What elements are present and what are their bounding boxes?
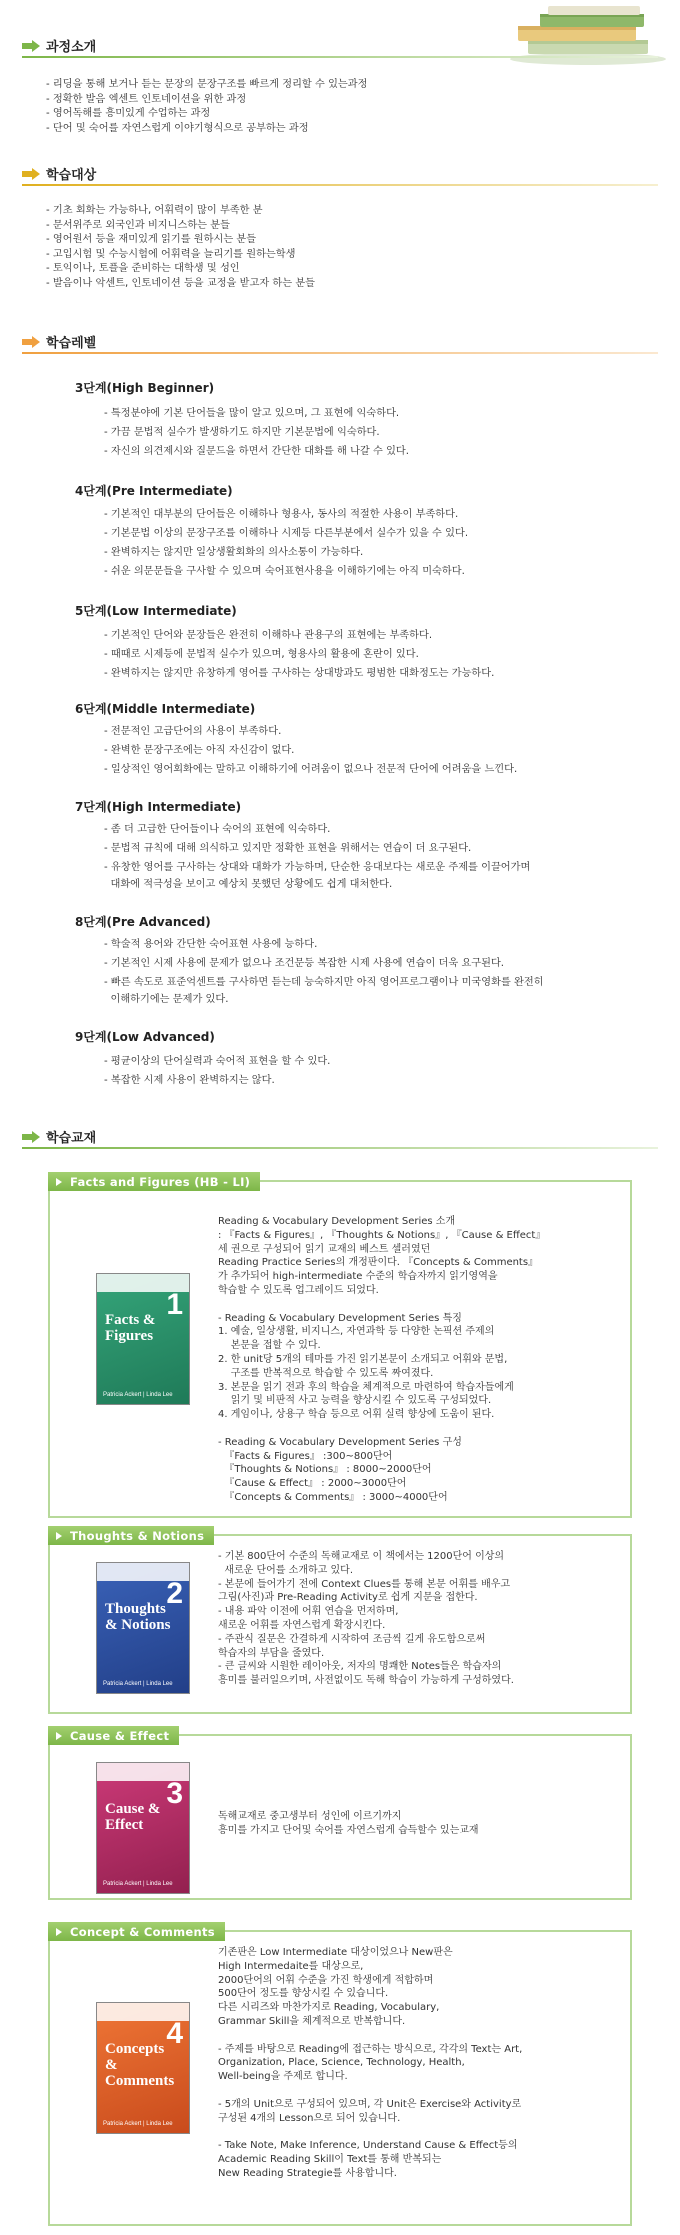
list-item: - 완벽하지는 않지만 유창하게 영어를 구사하는 상대방과도 평범한 대화정도는 가능하다. (104, 668, 495, 679)
list-item: - 리딩을 통해 보거나 듣는 문장의 문장구조를 빠르게 정리할 수 있는과정 (46, 79, 368, 90)
book-tab[interactable]: Thoughts & Notions (48, 1526, 214, 1545)
cover-title: Facts & Figures (105, 1312, 156, 1344)
triangle-icon (56, 1732, 62, 1740)
list-item: - 일상적인 영어회화에는 말하고 이해하기에 어려움이 없으나 전문적 단어에 어려움을 느낀다. (104, 764, 518, 775)
level-title: 3단계(High Beginner) (75, 381, 215, 395)
book-cover (96, 2002, 190, 2134)
list-item: - 특정분야에 기본 단어들을 많이 알고 있으며, 그 표현에 익숙하다. (104, 408, 400, 419)
list-item: - 평균이상의 단어실력과 숙어적 표현을 할 수 있다. (104, 1056, 331, 1067)
arrow-icon (22, 336, 40, 348)
arrow-icon (22, 40, 40, 52)
list-item: - 토익이나, 토플을 준비하는 대학생 및 성인 (46, 263, 240, 274)
list-item: - 단어 및 숙어를 자연스럽게 이야기형식으로 공부하는 과정 (46, 122, 309, 134)
level-title: 6단계(Middle Intermediate) (75, 702, 256, 716)
level-list (104, 1052, 330, 1090)
level-title: 7단계(High Intermediate) (75, 800, 242, 814)
list-item: - 영어원서 등을 재미있게 읽기를 원하시는 분들 (46, 234, 257, 245)
list-item: - 자신의 의견제시와 질문드을 하면서 간단한 대화를 해 나갈 수 있다. (104, 446, 410, 457)
cover-author: Patricia Ackert | Linda Lee (103, 1681, 173, 1687)
level-title: 5단계(Low Intermediate) (75, 604, 237, 618)
level-title: 9단계(Low Advanced) (75, 1030, 215, 1044)
section-divider (22, 1147, 658, 1149)
triangle-icon (56, 1928, 62, 1936)
cover-title: Concepts & Comments (105, 2041, 175, 2089)
section-title-target: 학습대상 (22, 164, 96, 183)
list-item: - 좀 더 고급한 단어들이나 숙어의 표현에 익숙하다. (104, 824, 331, 835)
cover-number: 1 (166, 1288, 183, 1321)
list-item: - 발음이나 악센트, 인토네이션 등을 교정을 받고자 하는 분들 (46, 277, 316, 289)
level-list (104, 935, 544, 1008)
cover-author: Patricia Ackert | Linda Lee (103, 1881, 173, 1887)
arrow-icon (22, 1131, 40, 1143)
book-tab[interactable]: Facts and Figures (HB - LI) (48, 1172, 260, 1191)
list-item: - 빠른 속도로 표준억센트를 구사하면 듣는데 능숙하지만 아직 영어프로그램이나 미국영화를 완전히 이해하기에는 문제가 있다. (104, 977, 544, 1005)
intro-list (46, 78, 367, 136)
book-description: 독해교재로 중고생부터 성인에 이르기까지 흥미를 가지고 단어및 숙어를 자연스럽게 습득할수 있는교재 (218, 1811, 479, 1836)
section-title-intro: 과정소개 (22, 36, 96, 55)
level-list (104, 404, 409, 461)
cover-title: Cause & Effect (105, 1801, 161, 1833)
cover-number: 3 (166, 1777, 183, 1810)
list-item: - 전문적인 고급단어의 사용이 부족하다. (104, 726, 282, 737)
list-item: - 기본적인 단어와 문장들은 완전히 이해하나 관용구의 표현에는 부족하다. (104, 630, 433, 641)
cover-author: Patricia Ackert | Linda Lee (103, 1392, 173, 1398)
list-item: - 문법적 규칙에 대해 의식하고 있지만 정확한 표현을 위해서는 연습이 더 요구된다. (104, 843, 472, 854)
target-list (46, 204, 315, 291)
level-list (104, 626, 494, 683)
book-cover (96, 1562, 190, 1694)
list-item: - 유창한 영어를 구사하는 상대와 대화가 가능하며, 단순한 응대보다는 새로운 주제를 이끌어가며 대화에 적극성을 보이고 예상치 못했던 상황에도 쉽게 대처한다. (104, 862, 531, 890)
list-item: - 때때로 시제등에 문법적 실수가 있으며, 형용사의 활용에 혼란이 있다. (104, 649, 419, 660)
level-title: 4단계(Pre Intermediate) (75, 484, 233, 498)
arrow-icon (22, 168, 40, 180)
list-item: - 기초 회화는 가능하나, 어휘력이 많이 부족한 분 (46, 205, 263, 216)
list-item: - 기본문법 이상의 문장구조를 이해하나 시제등 다른부분에서 실수가 있을 수 있다. (104, 528, 469, 539)
book-cover (96, 1273, 190, 1405)
book-description: - 기본 800단어 수준의 독해교재로 이 책에서는 1200단어 이상의 새로운 단어를 소개하고 있다. - 본문에 들어가기 전에 Context Clues를 통해 본문 어휘를 배우고 그림(사진)과 Pre-Reading Activity로 쉽게 지문을 접한다. - 내용 파악 이전에 어휘 연습을 먼저하며, 새로운 어휘를 자연스럽게 확장시킨다. - 주관식 질문은 간결하게 시작하여 조금씩 길게 유도함으로써 학습자의 부담을 줄였다. - 큰 글씨와 시원한 레이아웃, 저자의 명쾌한 Notes들은 학습자의 흥미를 불러일으키며, 사전없이도 독해 학습이 가능하게 구성하였다. (218, 1551, 514, 1687)
book-description: Reading & Vocabulary Development Series 소개 : 『Facts & Figures』, 『Thoughts & Notions』, 『Cause & Effect』 세 권으로 구성되어 읽기 교재의 베스트 셀러였던 Reading Practice Series의 개정판이다. 『Concepts & Comments』 가 추가되어 high-intermediate 수준의 학습자까지 읽기영역을 학습할 수 있도록 업그레이드 되었다. - Reading & Vocabulary Development Series 특징 1. 예술, 일상생활, 비지니스, 자연과학 등 다양한 논픽션 주제의 본문을 접할 수 있다. 2. 한 unit당 5개의 테마를 가진 읽기본문이 소개되고 어휘와 문법, 구조를 반복적으로 학습할 수 있도록 짜여졌다. 3. 본문을 읽기 전과 후의 학습을 체계적으로 마련하여 학습자들에게 읽기 및 비판적 사고 능력을 향상시킬 수 있도록 구성되었다. 4. 게임이나, 상용구 학습 등으로 어휘 실력 향상에 도움이 된다. - Reading & Vocabulary Development Series 구성 『Facts & Figures』 :300~800단어 『Thoughts & Notions』 : 8000~2000단어 『Cause & Effect』 : 2000~3000단어 『Concepts & Comments』 : 3000~4000단어 (218, 1216, 546, 1503)
list-item: - 완벽하지는 않지만 일상생활회화의 의사소통이 가능하다. (104, 547, 364, 558)
list-item: - 가끔 문법적 실수가 발생하기도 하지만 기본문법에 익숙하다. (104, 427, 380, 438)
cover-title: Thoughts & Notions (105, 1601, 171, 1633)
level-list (104, 820, 530, 893)
book-tab[interactable]: Cause & Effect (48, 1726, 179, 1745)
section-title-levels: 학습레벨 (22, 332, 96, 351)
list-item: - 쉬운 의문문들을 구사할 수 있으며 숙어표현사용을 이해하기에는 아직 미숙하다. (104, 566, 465, 577)
section-divider (22, 352, 658, 354)
book-tab[interactable]: Concept & Comments (48, 1922, 225, 1941)
triangle-icon (56, 1178, 62, 1186)
list-item: - 완벽한 문장구조에는 아직 자신감이 없다. (104, 745, 295, 756)
list-item: - 기본적인 시제 사용에 문제가 없으나 조건문등 복잡한 시제 사용에 연습이 더욱 요구된다. (104, 958, 505, 969)
section-title-materials: 학습교재 (22, 1127, 96, 1146)
level-list (104, 505, 468, 581)
level-title: 8단계(Pre Advanced) (75, 915, 211, 929)
section-divider (22, 56, 658, 58)
section-divider (22, 184, 658, 186)
list-item: - 기본적인 대부분의 단어들은 이해하나 형용사, 동사의 적절한 사용이 부족하다. (104, 509, 459, 520)
book-cover (96, 1762, 190, 1894)
level-list (104, 722, 517, 779)
cover-author: Patricia Ackert | Linda Lee (103, 2121, 173, 2127)
triangle-icon (56, 1532, 62, 1540)
list-item: - 학술적 용어와 간단한 숙어표현 사용에 능하다. (104, 939, 318, 950)
list-item: - 정확한 발음 엑센트 인토네이션을 위한 과정 (46, 93, 247, 105)
list-item: - 복잡한 시제 사용이 완벽하지는 않다. (104, 1075, 275, 1086)
cover-number: 4 (166, 2017, 183, 2050)
cover-number: 2 (166, 1577, 183, 1610)
list-item: - 고입시험 및 수능시험에 어휘력을 늘리기를 원하는학생 (46, 248, 296, 260)
list-item: - 문서위주로 외국인과 비지니스하는 분들 (46, 219, 230, 231)
book-description: 기존판은 Low Intermediate 대상이었으나 New판은 High Intermedaite를 대상으로, 2000단어의 어휘 수준을 가진 학생에게 적합하며 500단어 정도를 향상시킬 수 있습니다. 다른 시리즈와 마찬가지로 Reading, Vocabulary, Grammar Skill을 체계적으로 반복합니다. - 주제를 바탕으로 Reading에 접근하는 방식으로, 각각의 Text는 Art, Organization, Place, Science, Technology, Health, Well-being을 주제로 합니다. - 5개의 Unit으로 구성되어 있으며, 각 Unit은 Exercise와 Activity로 구성된 4개의 Lesson으로 되어 있습니다. - Take Note, Make Inference, Understand Cause & Effect등의 Academic Reading Skill이 Text를 통해 반복되는 New Reading Strategie를 사용합니다. (218, 1947, 523, 2179)
list-item: - 영어독해를 흥미있게 수업하는 과정 (46, 108, 211, 119)
